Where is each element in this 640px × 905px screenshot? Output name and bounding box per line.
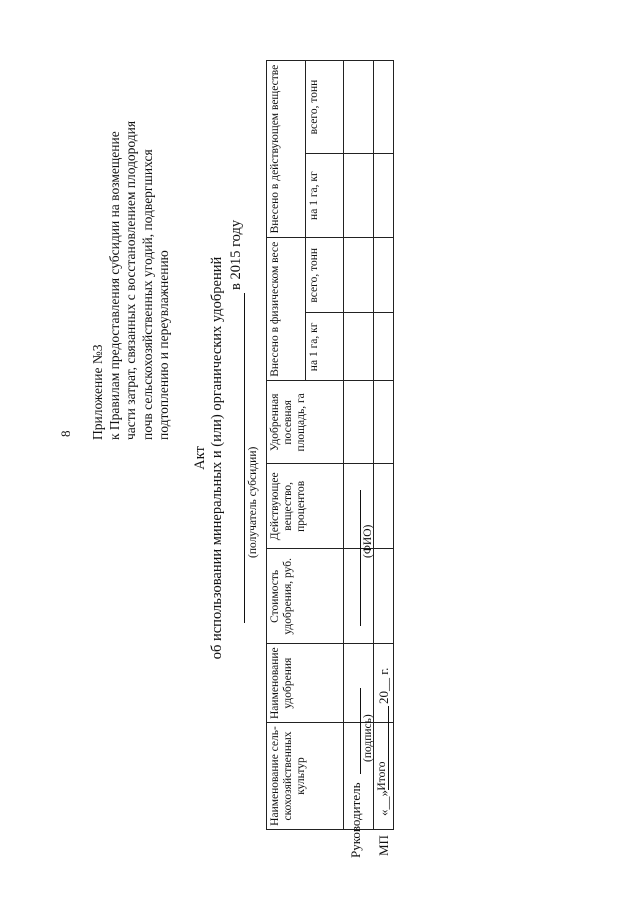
name-caption: (ФИО) [362,524,374,558]
subheader-total: всего, тонн [305,238,344,313]
recipient-caption: (получатель субсидии) [247,446,259,558]
table-cell [344,381,374,464]
table-cell [344,238,374,313]
rotated-sheet [90,58,390,858]
table-cell [344,154,374,238]
total-label: Итого [374,723,394,830]
act-title: Акт [192,446,208,470]
header-physical-weight: Внесено в физическом весе [267,238,306,381]
table-cell [374,61,394,154]
table-cell [374,464,394,549]
page-number: 8 [58,430,73,437]
table-cell [374,238,394,313]
header-fertilizer: Наименование удобрения [267,644,344,723]
date-year: 20__ г. [376,667,391,704]
appendix-line: к Правилам предоставления субсидии на возмещение [106,131,122,440]
act-subtitle: об использовании минеральных и (или) органических удобрений [209,256,225,660]
appendix-block [90,50,173,440]
date-open: «__» [376,790,391,816]
fertilizer-table [266,60,394,830]
head-label: Руководитель [348,782,363,858]
stamp-label: МП [376,835,391,856]
recipient-line [230,293,245,623]
header-active-weight: Внесено в действующем веществе [267,61,306,238]
header-area: Удобренная посевная площадь, га [267,381,344,464]
table-cell [374,381,394,464]
date-line [376,706,389,790]
table-cell [344,313,374,381]
subheader-per-ha: на 1 га, кг [305,154,344,238]
header-active-substance: Действующее вещество, процентов [267,464,344,549]
act-year: в 2015 году [228,219,244,290]
table-cell [374,154,394,238]
appendix-line: подтоплению и переувлажнению [156,250,171,440]
table-cell [374,549,394,644]
name-line [348,490,361,626]
table-cell [374,313,394,381]
header-crop: Наименование сель-скохозяйственных культур [267,723,344,830]
signature-line [348,688,361,774]
sign-caption: (подпись) [362,714,374,762]
appendix-line: Приложение №3 [90,344,105,440]
subheader-per-ha: на 1 га, кг [305,313,344,381]
table-cell [344,61,374,154]
header-cost: Стоимость удобрения, руб. [267,549,344,644]
act-heading [192,58,226,858]
subheader-total: всего, тонн [305,61,344,154]
appendix-line: почв сельскохозяйственных угодий, подвергшихся [139,149,155,440]
table-header-row [267,61,306,830]
appendix-line: части затрат, связанных с восстановлением плодородия [123,120,138,440]
